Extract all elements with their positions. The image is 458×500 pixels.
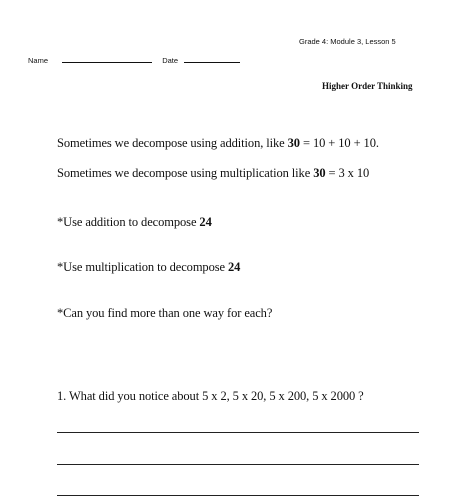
section-title: Higher Order Thinking [322,81,413,91]
question-1: 1. What did you notice about 5 x 2, 5 x 20, 5 x 200, 5 x 2000 ? [57,389,364,403]
task-addition-number: 24 [199,215,212,229]
task-more-ways: *Can you find more than one way for each? [57,306,273,320]
answer-line-2[interactable] [57,464,419,465]
addition-example-prefix: Sometimes we decompose using addition, like [57,136,288,150]
multiplication-example-prefix: Sometimes we decompose using multiplication like [57,166,314,180]
task-multiplication [57,260,240,275]
task-multiplication-number: 24 [227,260,241,274]
multiplication-example [57,166,369,181]
task-multiplication-prefix: *Use multiplication to decompose [57,260,228,274]
task-addition-prefix: *Use addition to decompose [57,215,200,229]
task-addition [57,215,212,230]
answer-line-3[interactable] [57,495,419,496]
multiplication-example-suffix: = 3 x 10 [325,166,370,180]
answer-line-1[interactable] [57,432,419,433]
addition-example-suffix: = 10 + 10 + 10. [299,136,379,150]
date-blank[interactable] [184,54,240,63]
date-label: Date [162,56,179,65]
addition-example [57,136,379,151]
name-blank[interactable] [62,54,152,63]
addition-example-number: 30 [287,136,300,150]
multiplication-example-number: 30 [313,166,326,180]
lesson-reference: Grade 4: Module 3, Lesson 5 [299,37,396,46]
name-date-row [28,54,240,65]
name-label: Name [28,56,49,65]
